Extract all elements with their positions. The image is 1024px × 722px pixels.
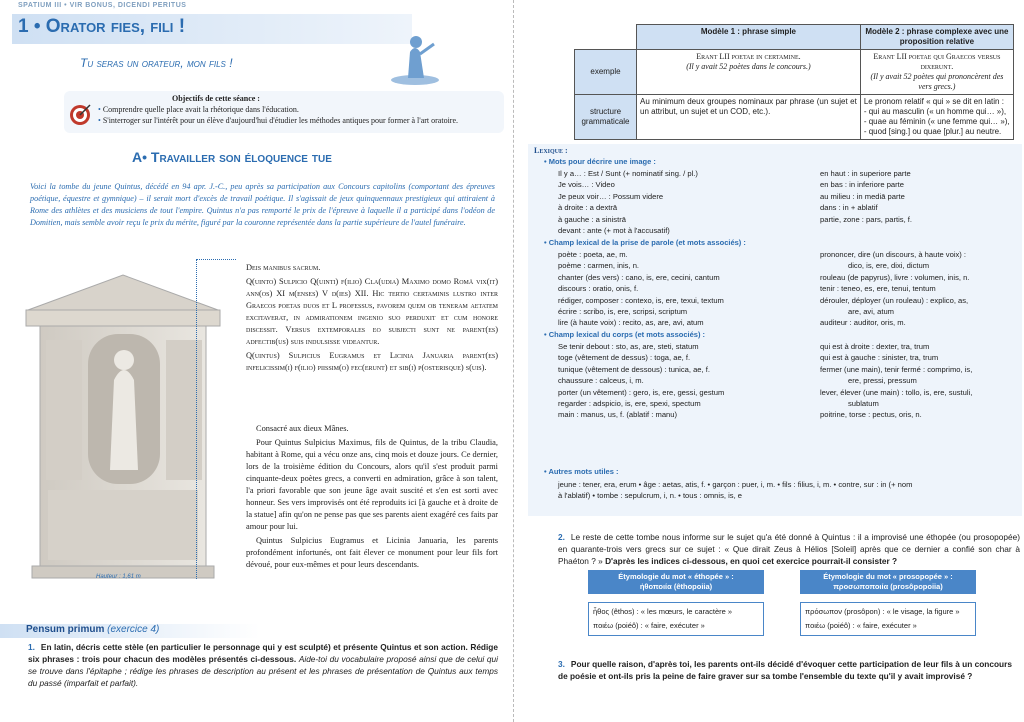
exercise-hint: Aide-toi du vocabulaire proposé ainsi que de celui qui se trouve dans l'épitaphe ; rédige les phrases de description au présent et les phrases de présentation de Quintus aux temps du passé (imparfait et parfait).	[28, 654, 498, 688]
latin-line: Deis manibus sacrum.	[246, 263, 321, 272]
orator-statue-icon	[380, 30, 450, 86]
latin-line: Q(uintus) Sulpicius Eugramus et Licinia Januaria parent(es) infelicissim(i) f(ilio) piissim(o) fec(erunt) et sib(i) p(osterisque) s(uis).	[246, 351, 498, 372]
vocab-column: en haut : in superiore parte en bas : in inferiore parte au milieu : in mediā parte dans : in + ablatif partie, zone : pars, partis, f.	[820, 169, 913, 224]
objective-item: • S'interroger sur l'intérêt pour un élève d'aujourd'hui d'étudier les méthodes antiques pour former à l'art oratoire.	[98, 115, 458, 126]
vocab-column: Se tenir debout : sto, as, are, steti, statum toge (vêtement de dessus) : toga, ae, f. tunique (vêtement de dessous) : tunica, ae, f. chaussure : calceus, i, m. porter (un vêtement) : gero, is, ere, gessi, gestum regarder : adspicio, is, ere, spexi, spectum main : manus, us, f. (ablatif : manu)	[558, 342, 725, 420]
objectives-title: Objectifs de cette séance :	[172, 94, 260, 103]
table-header: Modèle 2 : phrase complexe avec une proposition relative	[860, 25, 1013, 50]
row-header: exemple	[575, 50, 637, 95]
translation-line: Quintus Sulpicius Eugramus et Licinia Januaria, les parents profondément infortunés, ont fait élever ce monument pour leur fils fort dévoué, pour eux-mêmes et pour leurs descendants.	[246, 536, 498, 569]
objectives-list	[98, 104, 458, 126]
translation-line: Pour Quintus Sulpicius Maximus, fils de Quintus, de la tribu Claudia, habitant à Rome, qui a vécu onze ans, cinq mois et douze jours. Ce dernier, lors de la troisième édition du Concours, alors qu'il s'est produit parmi cinquante-deux poètes grecs, a converti en admiration, grâce à son talent, l'a priori favorable que son jeune âge avait suscité et s'en est sorti avec honneur. Ses vers improvisés ont été reproduits ici [à gauche et à droite de la statue] afin qu'on ne pense pas que ses parents aient exagéré ces faits par amour pour lui.	[246, 438, 498, 531]
exercise-number: 1.	[28, 642, 35, 652]
vocab-column: prononcer, dire (un discours, à haute voix) : dico, is, ere, dixi, dictum rouleau (de papyrus), livre : volumen, inis, n. tenir : teneo, es, ere, tenui, tentum dérouler, déployer (un rouleau) : explico, as, are, avi, atum auditeur : auditor, oris, m.	[820, 250, 970, 328]
vocab-column: poète : poeta, ae, m. poème : carmen, inis, n. chanter (des vers) : cano, is, ere, cecini, cantum discours : oratio, onis, f. rédiger, composer : contexo, is, ere, texui, textum écrire : scribo, is, ere, scripsi, scriptum lire (à haute voix) : recito, as, are, avi, atum	[558, 250, 724, 328]
target-icon	[68, 103, 92, 127]
row-header: structure grammaticale	[575, 95, 637, 140]
exercise-instruction: En latin, décris cette stèle (en particulier le personnage qui y est sculpté) et présente Quintus et son action. Rédige six phrases : trois pour chacun des modèles présentés ci-dessous.	[28, 642, 498, 664]
pensum-subtitle: (exercice 4)	[107, 624, 160, 635]
latin-inscription	[246, 262, 498, 376]
models-table	[574, 24, 1014, 140]
question-2: 2. Le reste de cette tombe nous informe sur le sujet qu'a été donné à Quintus : il a improvisé une éthopée (ou prosopopée) en quarante-trois vers grecs sur ce sujet : « Que dirait Zeus à Hélios [Soleil] après que ce dernier a confié son char à Phaéton ? » D'après les indices ci-dessous, en quoi cet exercice pourrait-il consister ?	[558, 532, 1020, 566]
question-3: 3. Pour quelle raison, d'après toi, les parents ont-ils décidé d'évoquer cette participation de leur fils à un concours de poésie et ont-ils pris la peine de faire graver sur sa tombe l'ensemble du texte qu'il y avait improvisé ?	[558, 659, 1012, 681]
table-cell: Erant LII poetae qui Graecos versus dixerunt. (Il y avait 52 poètes qui prononcèrent des vers grecs.)	[860, 50, 1013, 95]
vocab-column: jeune : tener, era, erum • âge : aetas, atis, f. • garçon : puer, i, m. • fils : filius, i, m. • contre, sur : in (+ nom à l'ablatif) • tombe : sepulcrum, i, n. • tous : omnis, is, e	[558, 480, 913, 501]
etymology-box-ethopee: Étymologie du mot « éthopée » : ἠθοποιία (êthopoiia) ἦθος (êthos) : « les mœurs, le caractère » ποιέω (poiéô) : « faire, exécuter »	[588, 570, 764, 636]
chapter-subtitle: Tu seras un orateur, mon fils !	[80, 56, 233, 70]
table-cell: Au minimum deux groupes nominaux par phrase (un sujet et un attribut, un sujet et un COD, etc.).	[637, 95, 861, 140]
latin-line: Q(uinto) Sulpicio Q(uinti) f(ilio) Cla(udia) Maximo domo Romā vix(it) ann(os) XI m(enses) V d(ies) XII. Hic tertio certaminis lustro inter Graecos poetas duos et L professus, favorem quem ob teneram aetatem excitaverat, in admirationem ingenio suo perduxit et cum honore discessit. Versus extemporales eo subjecti sunt ne parent(es) adfectib(us) suis indulsisse videantur.	[246, 277, 498, 346]
vocab-column: Il y a… : Est / Sunt (+ nominatif sing. / pl.) Je vois… : Video Je peux voir… : Possum videre à droite : a dextrā à gauche : a sinistrā devant : ante (+ mot à l'accusatif)	[558, 169, 698, 236]
etymology-box-prosopopee: Étymologie du mot « prosopopée » : προσωποποιία (prosôpopoiia) πρόσωπον (prosôpon) : « le visage, la figure » ποιέω (poiéô) : « faire, exécuter »	[800, 570, 976, 636]
lexique-title: Lexique :	[534, 146, 568, 155]
height-caption: Hauteur : 1,61 m	[96, 574, 141, 580]
french-translation	[246, 423, 498, 573]
objective-item: • Comprendre quelle place avait la rhétorique dans l'éducation.	[98, 104, 458, 115]
exercise-1	[28, 641, 498, 689]
lexique-category: • Autres mots utiles :	[544, 467, 618, 476]
table-cell: Erant LII poetae in certamine. (Il y avait 52 poètes dans le concours.)	[637, 50, 861, 95]
intro-paragraph: Voici la tombe du jeune Quintus, décédé en 94 apr. J.-C., peu après sa participation aux Concours capitolins (comportant des épreuves poétique, équestre et gymnique) – il serait mort d'excès de travail poétique. Il s'agissait de jeux quinquennaux prestigieux qui attiraient à Rome des athlètes et des musiciens de tout l'empire. Quintus n'a pas remporté le prix de l'épreuve à laquelle il a participé dans l'odéon de Domitien, mais semble avoir reçu le prix du mérite, figuré par la couronne représentée dans la partie supérieure de l'autel funéraire.	[30, 182, 495, 227]
lexique-category: • Champ lexical du corps (et mots associés) :	[544, 330, 705, 339]
running-head: SPATIUM III • VIR BONUS, DICENDI PERITUS	[18, 2, 187, 9]
chapter-title: 1 • Orator fies, fili !	[18, 16, 186, 37]
inscription-bracket	[196, 259, 236, 579]
table-header: Modèle 1 : phrase simple	[637, 25, 861, 50]
translation-line: Consacré aux dieux Mânes.	[256, 424, 349, 433]
pensum-heading	[0, 624, 260, 638]
lexique-category: • Champ lexical de la prise de parole (et mots associés) :	[544, 238, 746, 247]
pensum-title: Pensum primum	[26, 624, 105, 635]
vocab-column: qui est à droite : dexter, tra, trum qui est à gauche : sinister, tra, trum fermer (une main), tenir fermé : comprimo, is, ere, pressi, pressum lever, élever (une main) : tollo, is, ere, sustuli, sublatum poitrine, torse : pectus, oris, n.	[820, 342, 973, 420]
lexique-category: • Mots pour décrire une image :	[544, 157, 656, 166]
right-page	[516, 0, 1024, 722]
section-title: A• Travailler son éloquence tue	[132, 149, 332, 165]
table-cell: Le pronom relatif « qui » se dit en latin : - qui au masculin (« un homme qui… »), - quae au féminin (« une femme qui… »), - quod [sing.] ou quae [plur.] au neutre.	[860, 95, 1013, 140]
